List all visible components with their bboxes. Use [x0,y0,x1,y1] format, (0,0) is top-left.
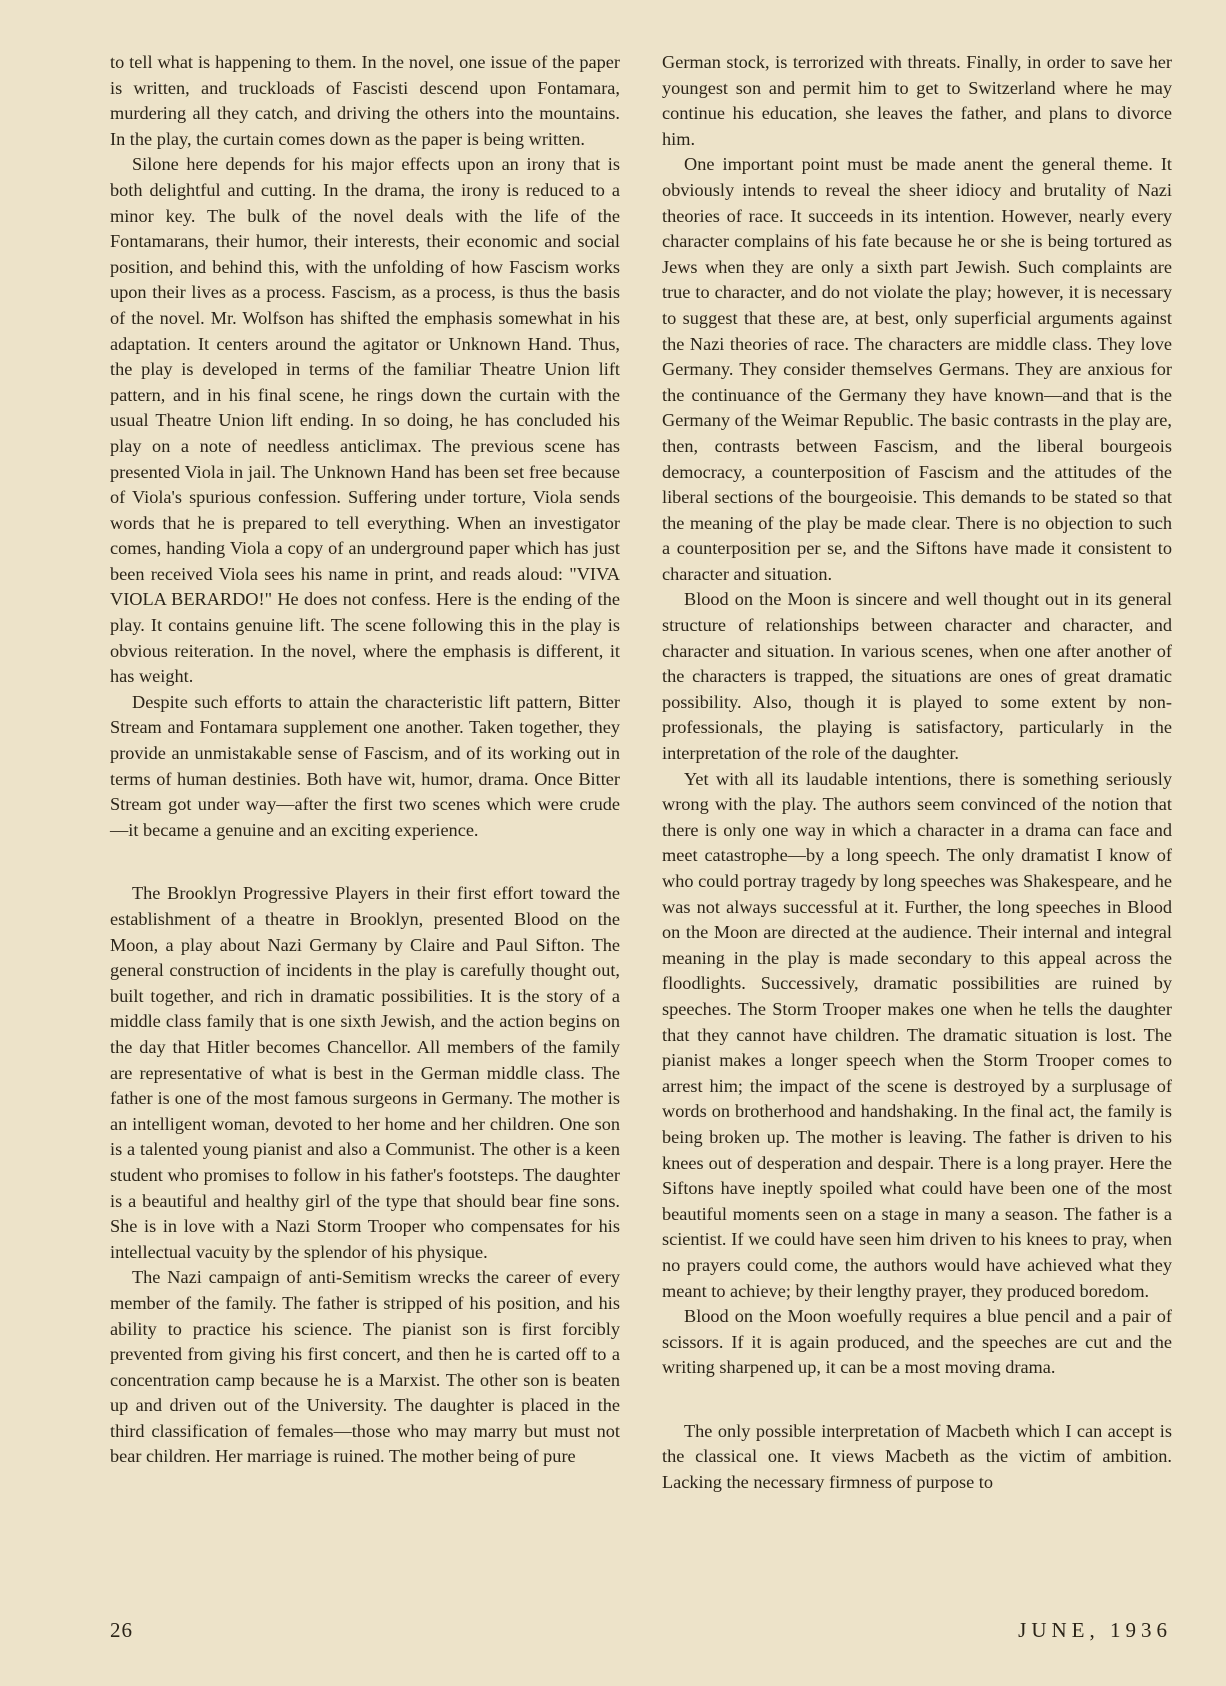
paragraph: The Nazi campaign of anti-Semitism wrecks the career of every member of the family. The father is stripped of his position, and his ability to practice his science. The pianist son is first forcibly prevented from giving his first concert, and then he is carted off to a concentration camp because he is a Marxist. The other son is beaten up and driven out of the University. The daughter is placed in the third classification of females—those who may marry but must not bear children. Her marriage is ruined. The mother being of pure [110,1267,620,1467]
left-column [110,50,620,1470]
paragraph: Blood on the Moon is sincere and well thought out in its general structure of relationships between character and character, and character and situation. In various scenes, when one after another of the characters is trapped, the situations are ones of great dramatic possibility. Also, though it is played to some extent by non-professionals, the playing is satisfactory, particularly in the interpretation of the role of the daughter. [662,589,1172,764]
paragraph: German stock, is terrorized with threats. Finally, in order to save her youngest son and permit him to get to Switzerland where he may continue his education, she leaves the father, and plans to divorce him. [662,52,1172,149]
paragraph: The Brooklyn Progressive Players in their first effort toward the establishment of a theatre in Brooklyn, presented Blood on the Moon, a play about Nazi Germany by Claire and Paul Sifton. The general construction of incidents in the play is carefully thought out, built together, and rich in dramatic possibilities. It is the story of a middle class family that is one sixth Jewish, and the action begins on the day that Hitler becomes Chancellor. All members of the family are representative of what is best in the German middle class. The father is one of the most famous surgeons in Germany. The mother is an intelligent woman, devoted to her home and her children. One son is a talented young pianist and also a Communist. The other is a keen student who promises to follow in his father's footsteps. The daughter is a beautiful and healthy girl of the type that should bear fine sons. She is in love with a Nazi Storm Trooper who compensates for his intellectual vacuity by the splendor of his physique. [110,883,620,1262]
paragraph: Despite such efforts to attain the characteristic lift pattern, Bitter Stream and Fontamara supplement one another. Taken together, they provide an unmistakable sense of Fascism, and of its working out in terms of human destinies. Both have wit, humor, drama. Once Bitter Stream got under way—after the first two scenes which were crude—it became a genuine and an exciting experience. [110,691,620,840]
right-column [662,50,1172,1496]
paragraph: to tell what is happening to them. In the novel, one issue of the paper is written, and truckloads of Fascisti descend upon Fontamara, murdering all they catch, and driving the others into the mountains. In the play, the curtain comes down as the paper is being written. [110,52,620,149]
paragraph: The only possible interpretation of Macbeth which I can accept is the classical one. It views Macbeth as the victim of ambition. Lacking the necessary firmness of purpose to [662,1420,1172,1493]
paragraph: Yet with all its laudable intentions, there is something seriously wrong with the play. The authors seem convinced of the notion that there is only one way in which a character in a drama can face and meet catastrophe—by a long speech. The only dramatist I know of who could portray tragedy by long speeches was Shakespeare, and he was not always successful at it. Further, the long speeches in Blood on the Moon are directed at the audience. Their internal and integral meaning in the play is made secondary to this appeal across the floodlights. Successively, dramatic possibilities are ruined by speeches. The Storm Trooper makes one when he tells the daughter that they cannot have children. The dramatic situation is lost. The pianist makes a longer speech when the Storm Trooper comes to arrest him; the impact of the scene is destroyed by a surplusage of words on brotherhood and handshaking. In the final act, the family is being broken up. The mother is leaving. The father is driven to his knees out of desperation and despair. There is a long prayer. Here the Siftons have ineptly spoiled what could have been one of the most beautiful moments seen on a stage in many a season. The father is a scientist. If we could have seen him driven to his knees to pray, when no prayers could come, the authors would have achieved what they meant to achieve; by their lengthy prayer, they produced boredom. [662,768,1172,1301]
paragraph: Blood on the Moon woefully requires a blue pencil and a pair of scissors. If it is again produced, and the speeches are cut and the writing sharpened up, it can be a most moving drama. [662,1306,1172,1378]
page-number: 26 [110,1618,133,1642]
issue-date: JUNE, 1936 [1018,1618,1172,1642]
paragraph: Silone here depends for his major effects upon an irony that is both delightful and cutting. In the drama, the irony is reduced to a minor key. The bulk of the novel deals with the life of the Fontamarans, their humor, their interests, their economic and social position, and behind this, with the unfolding of how Fascism works upon their lives as a process. Fascism, as a process, is thus the basis of the novel. Mr. Wolfson has shifted the emphasis somewhat in his adaptation. It centers around the agitator or Unknown Hand. Thus, the play is developed in terms of the familiar Theatre Union lift pattern, and in his final scene, he rings down the curtain with the usual Theatre Union lift ending. In so doing, he has concluded his play on a note of needless anticlimax. The previous scene has presented Viola in jail. The Unknown Hand has been set free because of Viola's spurious confession. Suffering under torture, Viola sends words that he is prepared to tell everything. When an investigator comes, handing Viola a copy of an underground paper which has just been received Viola sees his name in print, and reads aloud: "VIVA VIOLA BERARDO!" He does not confess. Here is the ending of the play. It contains genuine lift. The scene following this in the play is obvious reiteration. In the novel, where the emphasis is different, it has weight. [110,154,620,687]
paragraph: One important point must be made anent the general theme. It obviously intends to reveal the sheer idiocy and brutality of Nazi theories of race. It succeeds in its intention. However, nearly every character complains of his fate because he or she is being tortured as Jews when they are only a sixth part Jewish. Such complaints are true to character, and do not violate the play; however, it is necessary to suggest that these are, at best, only superficial arguments against the Nazi theories of race. The characters are middle class. They love Germany. They consider themselves Germans. They are anxious for the continuance of the Germany they have known—and that is the Germany of the Weimar Republic. The basic contrasts in the play are, then, contrasts between Fascism, and the liberal bourgeois democracy, a counterposition of Fascism and the attitudes of the liberal sections of the bourgeoisie. This demands to be stated so that the meaning of the play be made clear. There is no objection to such a counterposition per se, and the Siftons have made it consistent to character and situation. [662,154,1172,584]
section-break [110,843,620,881]
section-break [662,1381,1172,1419]
